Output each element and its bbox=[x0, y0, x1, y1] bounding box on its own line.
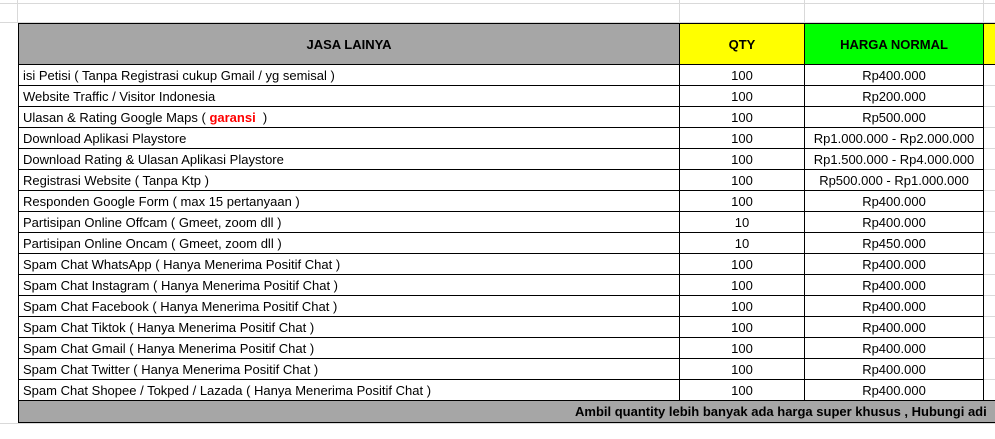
service-name: Partisipan Online Offcam ( Gmeet, zoom dll ) bbox=[23, 214, 282, 230]
service-name-suffix: ) bbox=[255, 109, 268, 125]
service-name: isi Petisi ( Tanpa Registrasi cukup Gmail / yg semisal ) bbox=[23, 67, 335, 83]
service-name-cell[interactable] bbox=[18, 64, 680, 86]
table-row bbox=[18, 232, 995, 253]
service-name: Spam Chat Twitter ( Hanya Menerima Positif Chat ) bbox=[23, 361, 319, 377]
qty-cell[interactable]: 100 bbox=[679, 148, 805, 170]
table-row bbox=[18, 295, 995, 316]
price-cell[interactable]: Rp400.000 bbox=[804, 295, 984, 317]
service-name: Spam Chat WhatsApp ( Hanya Menerima Positif Chat ) bbox=[23, 256, 341, 272]
footer-note-row[interactable] bbox=[18, 400, 995, 423]
service-name-cell[interactable] bbox=[18, 358, 680, 380]
empty-cell[interactable] bbox=[983, 148, 995, 170]
service-name: Download Rating & Ulasan Aplikasi Playstore bbox=[23, 151, 284, 167]
price-cell[interactable]: Rp200.000 bbox=[804, 85, 984, 107]
service-name: Spam Chat Tiktok ( Hanya Menerima Positif Chat ) bbox=[23, 319, 315, 335]
grid-line bbox=[0, 3, 995, 4]
qty-cell[interactable]: 100 bbox=[679, 295, 805, 317]
empty-cell[interactable] bbox=[983, 169, 995, 191]
empty-cell[interactable] bbox=[983, 85, 995, 107]
table-row bbox=[18, 169, 995, 190]
price-cell[interactable]: Rp1.000.000 - Rp2.000.000 bbox=[804, 127, 984, 149]
grid-line bbox=[0, 423, 995, 424]
service-name: Spam Chat Gmail ( Hanya Menerima Positif Chat ) bbox=[23, 340, 315, 356]
empty-cell[interactable] bbox=[983, 358, 995, 380]
price-cell[interactable]: Rp400.000 bbox=[804, 337, 984, 359]
empty-cell[interactable] bbox=[983, 253, 995, 275]
footer-note: Ambil quantity lebih banyak ada harga super khusus , Hubungi adi bbox=[575, 404, 987, 419]
service-name-cell[interactable] bbox=[18, 316, 680, 338]
qty-cell[interactable]: 100 bbox=[679, 337, 805, 359]
price-cell[interactable]: Rp400.000 bbox=[804, 64, 984, 86]
price-cell[interactable]: Rp500.000 bbox=[804, 106, 984, 128]
header-harga-normal[interactable]: HARGA NORMAL bbox=[804, 23, 984, 65]
price-cell[interactable]: Rp400.000 bbox=[804, 379, 984, 401]
empty-cell[interactable] bbox=[983, 232, 995, 254]
table-row bbox=[18, 190, 995, 211]
service-name-cell[interactable] bbox=[18, 211, 680, 233]
service-name: Spam Chat Facebook ( Hanya Menerima Positif Chat ) bbox=[23, 298, 338, 314]
empty-cell[interactable] bbox=[983, 337, 995, 359]
qty-cell[interactable]: 10 bbox=[679, 211, 805, 233]
qty-cell[interactable]: 100 bbox=[679, 379, 805, 401]
service-name-cell[interactable] bbox=[18, 127, 680, 149]
service-name-cell[interactable] bbox=[18, 85, 680, 107]
service-name-cell[interactable] bbox=[18, 274, 680, 296]
service-name-cell[interactable] bbox=[18, 379, 680, 401]
qty-cell[interactable]: 100 bbox=[679, 64, 805, 86]
table-row bbox=[18, 148, 995, 169]
service-name-cell[interactable] bbox=[18, 148, 680, 170]
qty-cell[interactable]: 100 bbox=[679, 190, 805, 212]
header-jasa-lainya[interactable]: JASA LAINYA bbox=[18, 23, 680, 65]
service-name: Download Aplikasi Playstore bbox=[23, 130, 187, 146]
table-row bbox=[18, 316, 995, 337]
service-table bbox=[18, 64, 995, 400]
guarantee-highlight: garansi bbox=[209, 109, 256, 125]
table-row bbox=[18, 358, 995, 379]
service-name-cell[interactable] bbox=[18, 337, 680, 359]
price-cell[interactable]: Rp400.000 bbox=[804, 274, 984, 296]
qty-cell[interactable]: 100 bbox=[679, 106, 805, 128]
service-name: Partisipan Online Oncam ( Gmeet, zoom dll ) bbox=[23, 235, 282, 251]
qty-cell[interactable]: 10 bbox=[679, 232, 805, 254]
price-cell[interactable]: Rp400.000 bbox=[804, 253, 984, 275]
empty-cell[interactable] bbox=[983, 127, 995, 149]
empty-cell[interactable] bbox=[983, 295, 995, 317]
price-cell[interactable]: Rp400.000 bbox=[804, 316, 984, 338]
service-name: Ulasan & Rating Google Maps ( bbox=[23, 109, 210, 125]
price-cell[interactable]: Rp400.000 bbox=[804, 190, 984, 212]
qty-cell[interactable]: 100 bbox=[679, 127, 805, 149]
qty-cell[interactable]: 100 bbox=[679, 85, 805, 107]
service-name-cell[interactable] bbox=[18, 106, 680, 128]
table-row bbox=[18, 64, 995, 85]
empty-cell[interactable] bbox=[983, 379, 995, 401]
table-row bbox=[18, 253, 995, 274]
empty-cell[interactable] bbox=[983, 316, 995, 338]
service-name: Spam Chat Shopee / Tokped / Lazada ( Hanya Menerima Positif Chat ) bbox=[23, 382, 432, 398]
grid-line bbox=[804, 0, 805, 23]
header-qty[interactable]: QTY bbox=[679, 23, 805, 65]
header-next-column[interactable] bbox=[983, 23, 995, 65]
qty-cell[interactable]: 100 bbox=[679, 316, 805, 338]
table-row bbox=[18, 211, 995, 232]
price-cell[interactable]: Rp1.500.000 - Rp4.000.000 bbox=[804, 148, 984, 170]
service-name: Registrasi Website ( Tanpa Ktp ) bbox=[23, 172, 209, 188]
service-name: Spam Chat Instagram ( Hanya Menerima Positif Chat ) bbox=[23, 277, 339, 293]
qty-cell[interactable]: 100 bbox=[679, 274, 805, 296]
service-name-cell[interactable] bbox=[18, 232, 680, 254]
empty-cell[interactable] bbox=[983, 64, 995, 86]
table-row bbox=[18, 85, 995, 106]
price-cell[interactable]: Rp450.000 bbox=[804, 232, 984, 254]
table-row bbox=[18, 127, 995, 148]
service-name-cell[interactable] bbox=[18, 253, 680, 275]
empty-cell[interactable] bbox=[983, 274, 995, 296]
grid-line bbox=[983, 0, 984, 23]
empty-cell[interactable] bbox=[983, 190, 995, 212]
service-name: Website Traffic / Visitor Indonesia bbox=[23, 88, 216, 104]
service-name-cell[interactable] bbox=[18, 190, 680, 212]
table-row bbox=[18, 337, 995, 358]
grid-line bbox=[679, 0, 680, 23]
table-row bbox=[18, 106, 995, 127]
service-name-cell[interactable] bbox=[18, 169, 680, 191]
grid-line bbox=[17, 0, 18, 23]
service-name: Responden Google Form ( max 15 pertanyaan ) bbox=[23, 193, 300, 209]
table-row bbox=[18, 274, 995, 295]
price-cell[interactable]: Rp400.000 bbox=[804, 211, 984, 233]
qty-cell[interactable]: 100 bbox=[679, 253, 805, 275]
qty-cell[interactable]: 100 bbox=[679, 358, 805, 380]
price-cell[interactable]: Rp500.000 - Rp1.000.000 bbox=[804, 169, 984, 191]
service-name-cell[interactable] bbox=[18, 295, 680, 317]
qty-cell[interactable]: 100 bbox=[679, 169, 805, 191]
empty-cell[interactable] bbox=[983, 106, 995, 128]
table-row bbox=[18, 379, 995, 400]
empty-cell[interactable] bbox=[983, 211, 995, 233]
price-cell[interactable]: Rp400.000 bbox=[804, 358, 984, 380]
